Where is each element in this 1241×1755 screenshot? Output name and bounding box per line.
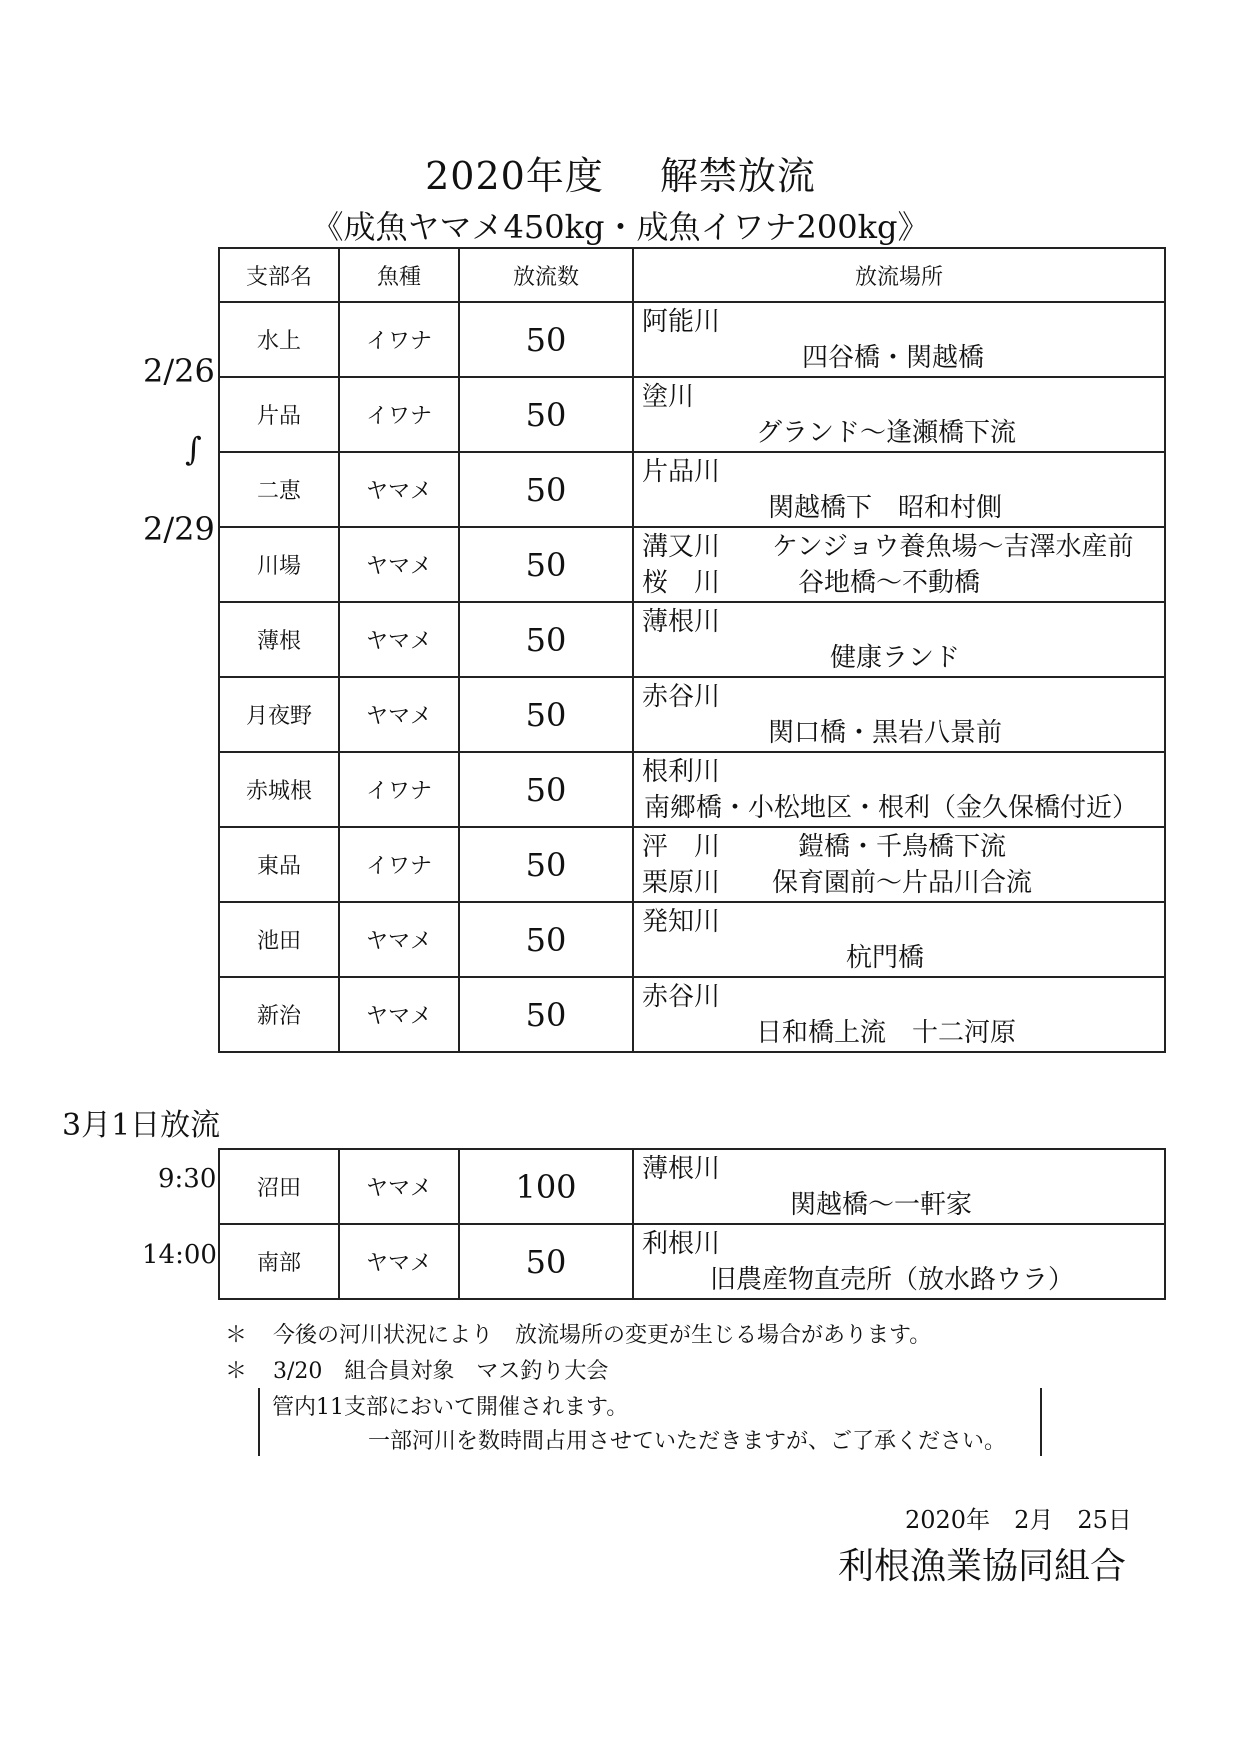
row-branch: 赤城根 xyxy=(219,752,339,827)
table-row xyxy=(219,827,1165,902)
row-branch: 月夜野 xyxy=(219,677,339,752)
row-count: 50 xyxy=(459,527,633,602)
row-branch: 池田 xyxy=(219,902,339,977)
title-main: 解禁放流 xyxy=(659,154,816,198)
row-place xyxy=(633,602,1165,677)
row-count: 50 xyxy=(459,602,633,677)
row-fish: ヤマメ xyxy=(339,902,459,977)
issue-date: 2020年 2月 25日 xyxy=(905,1506,1132,1534)
row-fish: イワナ xyxy=(339,752,459,827)
place-river: 阿能川 xyxy=(642,306,721,337)
place-location: 関口橋・黒岩八景前 xyxy=(768,717,1003,748)
table-row xyxy=(219,1224,1165,1299)
place-location: 関越橋～一軒家 xyxy=(790,1189,973,1220)
place-location: グランド～逢瀬橋下流 xyxy=(756,417,1017,448)
table-row xyxy=(219,302,1165,377)
row-count: 50 xyxy=(459,452,633,527)
row-count: 100 xyxy=(459,1149,633,1224)
document-title xyxy=(0,145,1241,200)
place-river: 薄根川 xyxy=(642,1153,721,1184)
row-fish: イワナ xyxy=(339,377,459,452)
row-branch: 薄根 xyxy=(219,602,339,677)
note-text: 3/20 組合員対象 マス釣り大会 xyxy=(273,1359,609,1384)
place-river: 赤谷川 xyxy=(642,981,721,1012)
place-river: 塗川 xyxy=(642,381,695,412)
row-place xyxy=(633,1224,1165,1299)
row-count: 50 xyxy=(459,827,633,902)
table-row xyxy=(219,602,1165,677)
row-fish: ヤマメ xyxy=(339,677,459,752)
table-row xyxy=(219,377,1165,452)
row-fish: イワナ xyxy=(339,827,459,902)
table-row xyxy=(219,527,1165,602)
row-count: 50 xyxy=(459,302,633,377)
row-count: 50 xyxy=(459,977,633,1052)
row-fish: ヤマメ xyxy=(339,1224,459,1299)
row-fish: ヤマメ xyxy=(339,452,459,527)
place-river-second: 桜 川 谷地橋～不動橋 xyxy=(642,567,981,598)
note-text: 今後の河川状況により 放流場所の変更が生じる場合があります。 xyxy=(273,1323,932,1348)
asterisk-icon: ＊ xyxy=(225,1323,248,1348)
place-location: 日和橋上流 十二河原 xyxy=(756,1017,1017,1048)
header-count: 放流数 xyxy=(459,248,633,302)
place-river: 利根川 xyxy=(642,1228,721,1259)
notice-line: 管内11支部において開催されます。 xyxy=(272,1395,629,1420)
row-place xyxy=(633,377,1165,452)
header-branch: 支部名 xyxy=(219,248,339,302)
place-river: 薄根川 xyxy=(642,606,721,637)
row-branch: 水上 xyxy=(219,302,339,377)
row-place xyxy=(633,752,1165,827)
title-year: 2020年度 xyxy=(425,154,604,198)
notice-line: 一部河川を数時間占用させていただきますが、ご了承ください。 xyxy=(368,1429,1007,1454)
organization-name: 利根漁業協同組合 xyxy=(838,1546,1127,1587)
date-end: 2/29 xyxy=(143,510,215,548)
row-count: 50 xyxy=(459,677,633,752)
row-place xyxy=(633,527,1165,602)
table-row xyxy=(219,977,1165,1052)
place-location: 四谷橋・関越橋 xyxy=(802,342,985,373)
place-river-second: 栗原川 保育園前～片品川合流 xyxy=(642,867,1033,898)
table-row xyxy=(219,1149,1165,1224)
row-place xyxy=(633,302,1165,377)
row-place xyxy=(633,977,1165,1052)
place-river: 根利川 xyxy=(642,756,721,787)
march-release-table xyxy=(218,1148,1166,1300)
row-place xyxy=(633,677,1165,752)
asterisk-icon: ＊ xyxy=(225,1359,248,1384)
note-item xyxy=(225,1354,931,1390)
note-item xyxy=(225,1318,931,1354)
header-fish: 魚種 xyxy=(339,248,459,302)
row-fish: ヤマメ xyxy=(339,977,459,1052)
table-header-row xyxy=(219,248,1165,302)
row-branch: 沼田 xyxy=(219,1149,339,1224)
row-place xyxy=(633,902,1165,977)
place-river: 赤谷川 xyxy=(642,681,721,712)
place-location: 健康ランド xyxy=(830,642,961,673)
table-row xyxy=(219,677,1165,752)
row-place xyxy=(633,1149,1165,1224)
row-branch: 東品 xyxy=(219,827,339,902)
time-label: 14:00 xyxy=(142,1240,217,1270)
table-row xyxy=(219,752,1165,827)
march-release-heading: 3月1日放流 xyxy=(62,1108,221,1143)
row-branch: 二恵 xyxy=(219,452,339,527)
place-location: 旧農産物直売所（放水路ウラ） xyxy=(710,1264,1075,1295)
row-branch: 南部 xyxy=(219,1224,339,1299)
row-fish: ヤマメ xyxy=(339,602,459,677)
date-start: 2/26 xyxy=(143,352,215,390)
row-branch: 片品 xyxy=(219,377,339,452)
row-count: 50 xyxy=(459,902,633,977)
table-row xyxy=(219,902,1165,977)
place-river: 発知川 xyxy=(642,906,721,937)
row-place xyxy=(633,452,1165,527)
time-label: 9:30 xyxy=(158,1164,217,1194)
place-river: 泙 川 鎧橋・千鳥橋下流 xyxy=(642,831,1007,862)
row-count: 50 xyxy=(459,1224,633,1299)
header-place: 放流場所 xyxy=(633,248,1165,302)
date-range-tilde: ∫ xyxy=(185,430,202,468)
table-row xyxy=(219,452,1165,527)
row-branch: 川場 xyxy=(219,527,339,602)
tournament-notice-box xyxy=(258,1388,1042,1456)
release-schedule-table xyxy=(218,247,1166,1053)
row-fish: ヤマメ xyxy=(339,1149,459,1224)
place-river: 片品川 xyxy=(642,456,721,487)
place-river: 溝又川 ケンジョウ養魚場～吉澤水産前 xyxy=(642,531,1134,562)
subtitle: 《成魚ヤマメ450kg・成魚イワナ200kg》 xyxy=(311,208,930,246)
row-place xyxy=(633,827,1165,902)
row-count: 50 xyxy=(459,752,633,827)
row-count: 50 xyxy=(459,377,633,452)
place-location: 関越橋下 昭和村側 xyxy=(768,492,1003,523)
row-branch: 新治 xyxy=(219,977,339,1052)
row-fish: ヤマメ xyxy=(339,527,459,602)
place-location: 南郷橋・小松地区・根利（金久保橋付近） xyxy=(644,792,1139,823)
row-fish: イワナ xyxy=(339,302,459,377)
place-location: 杭門橋 xyxy=(846,942,925,973)
notes-section xyxy=(225,1318,931,1390)
